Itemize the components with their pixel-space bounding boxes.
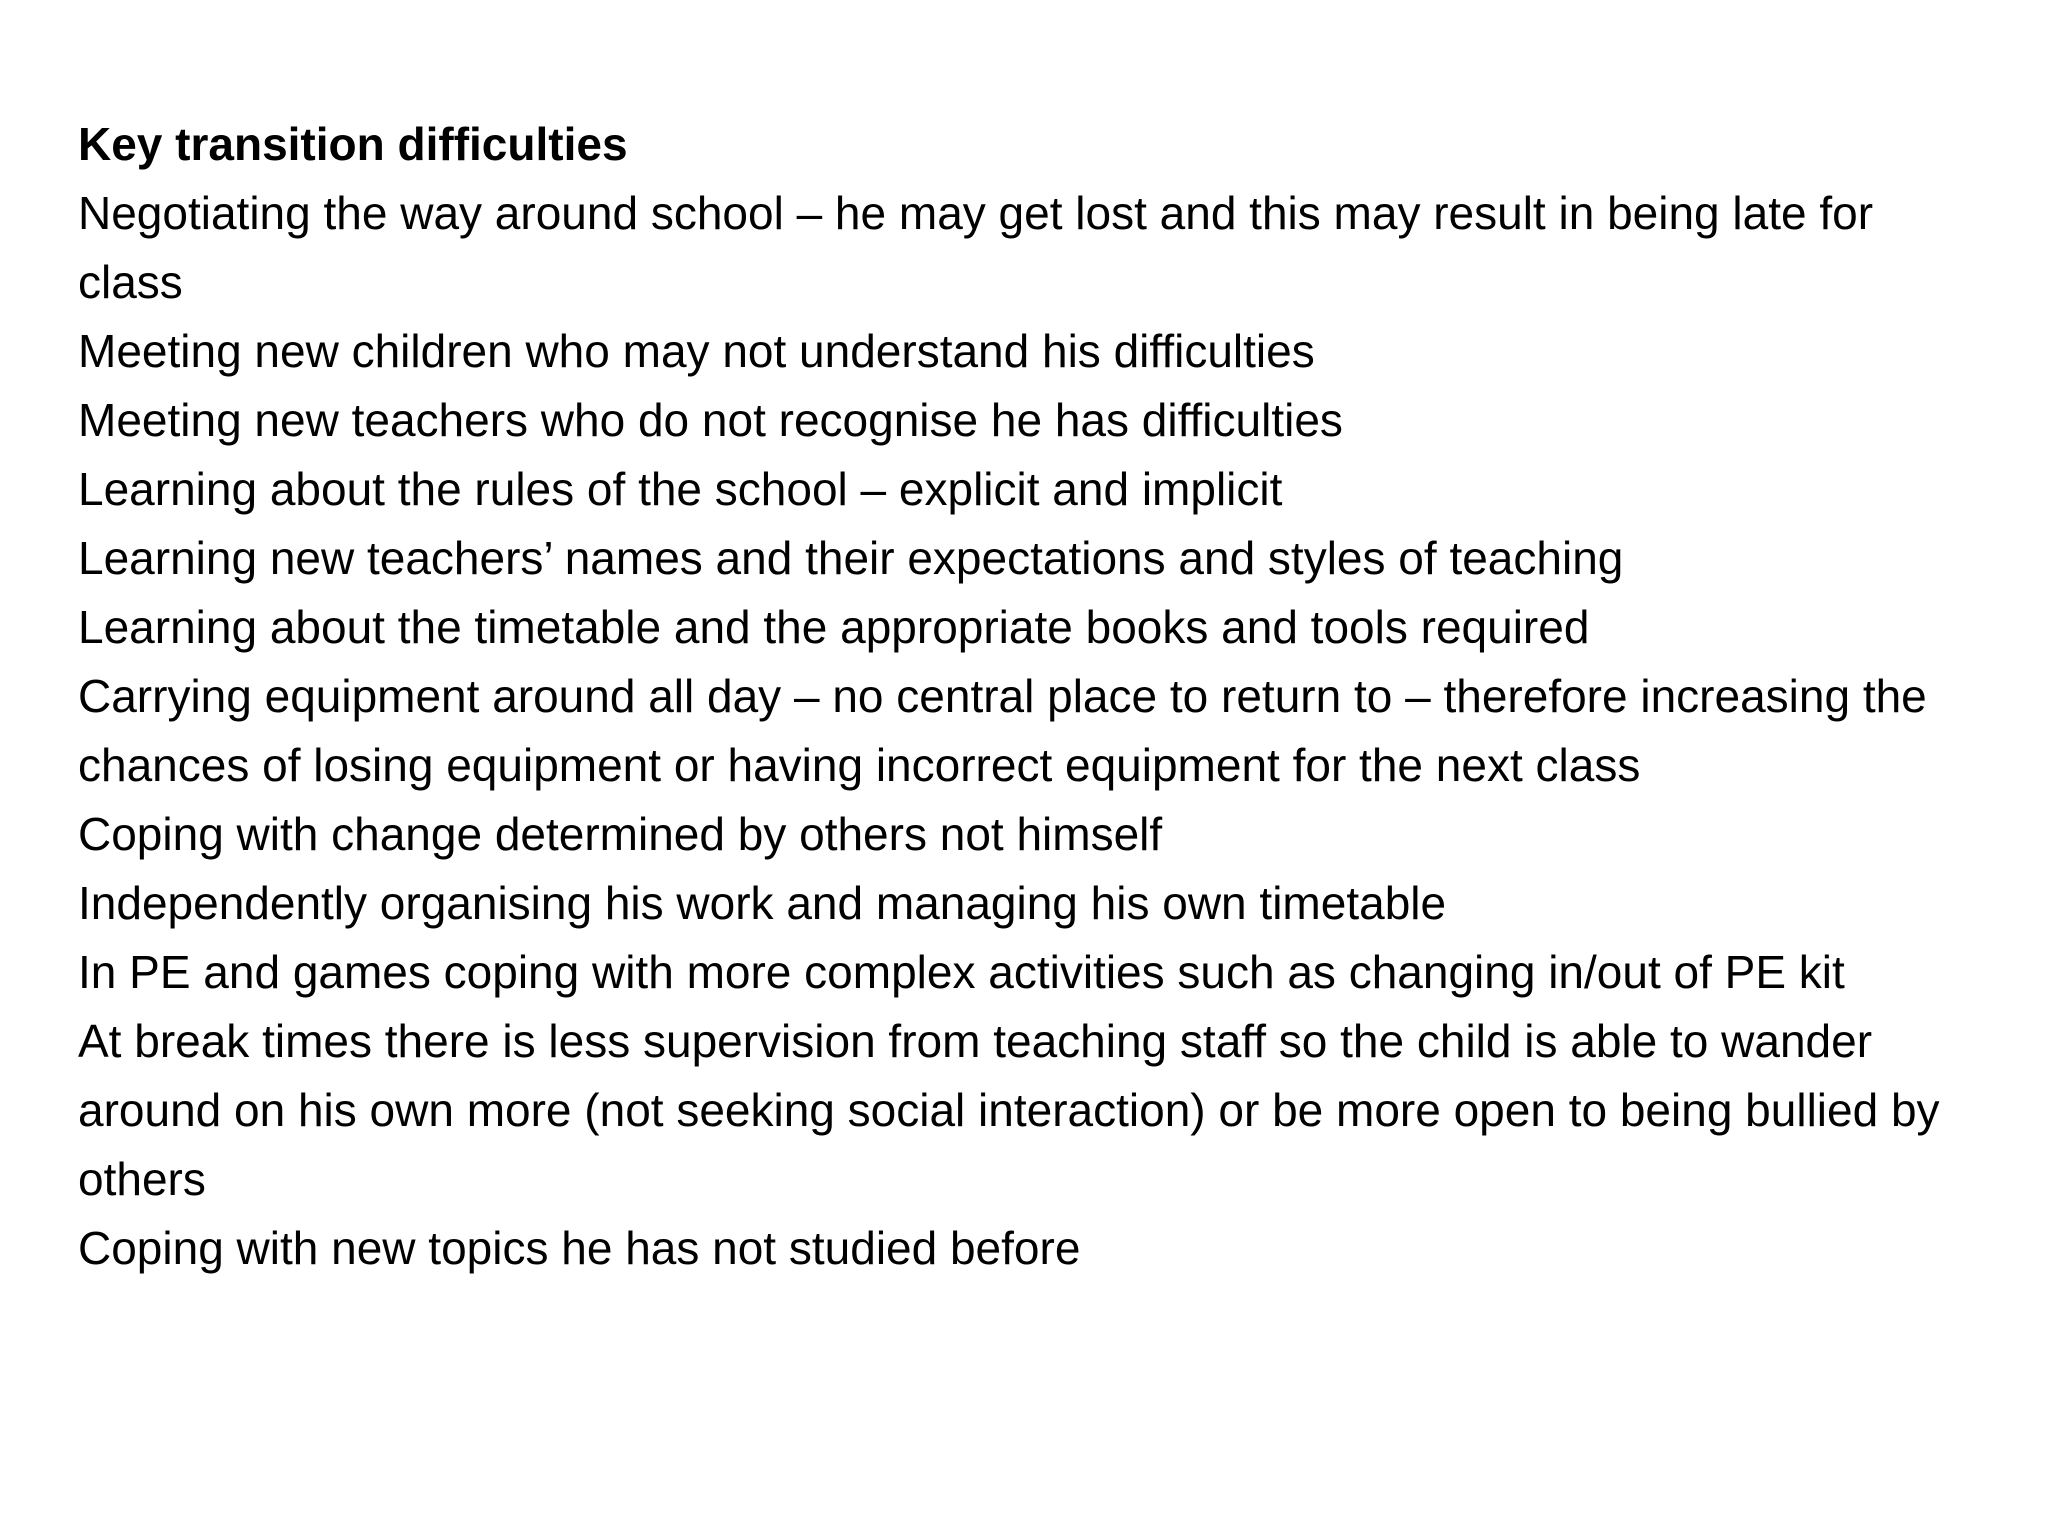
list-item-new-topics: Coping with new topics he has not studied before xyxy=(78,1222,1081,1274)
document-heading: Key transition difficulties xyxy=(78,118,628,170)
list-item-organising-work: Independently organising his work and managing his own timetable xyxy=(78,877,1447,929)
list-item-carrying-equipment: Carrying equipment around all day – no central place to return to – therefore increasing the chances of losing equipment or having incorrect equipment for the next class xyxy=(78,670,1927,791)
list-item-coping-change: Coping with change determined by others not himself xyxy=(78,808,1163,860)
list-item-pe-games: In PE and games coping with more complex activities such as changing in/out of PE kit xyxy=(78,946,1845,998)
difficulties-list xyxy=(78,179,1998,1283)
list-item-meeting-children: Meeting new children who may not understand his difficulties xyxy=(78,325,1315,377)
list-item-timetable: Learning about the timetable and the appropriate books and tools required xyxy=(78,601,1590,653)
list-item-meeting-teachers: Meeting new teachers who do not recognise he has difficulties xyxy=(78,394,1343,446)
list-item-teacher-names: Learning new teachers’ names and their expectations and styles of teaching xyxy=(78,532,1624,584)
list-item-negotiating-school: Negotiating the way around school – he may get lost and this may result in being late for class xyxy=(78,187,1874,308)
document-page xyxy=(78,110,1998,1283)
list-item-school-rules: Learning about the rules of the school – explicit and implicit xyxy=(78,463,1283,515)
list-item-break-times: At break times there is less supervision from teaching staff so the child is able to wander around on his own more (not seeking social interaction) or be more open to being bullied by others xyxy=(78,1015,1940,1205)
